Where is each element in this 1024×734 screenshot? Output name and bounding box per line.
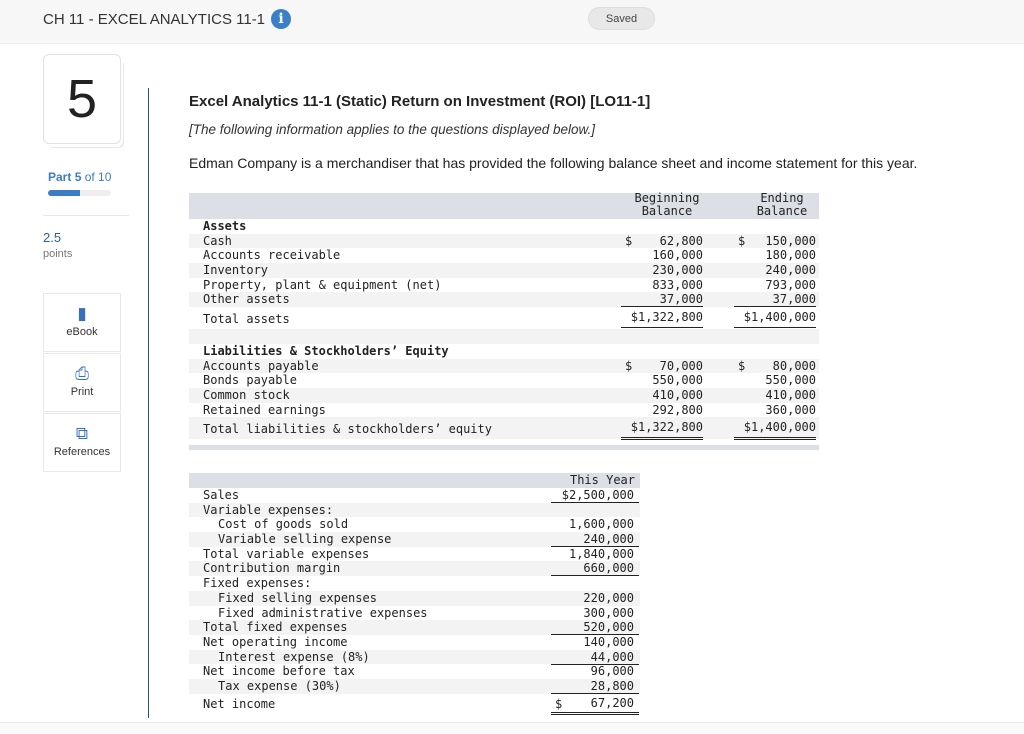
table-row	[189, 307, 819, 329]
beginning-balance-value: $1,322,800	[621, 417, 703, 440]
table-row	[189, 329, 819, 344]
this-year-value: $2,500,000	[551, 488, 639, 503]
row-label: Accounts receivable	[203, 248, 341, 263]
row-label: Fixed selling expenses	[218, 590, 377, 605]
table-row	[189, 517, 640, 532]
beginning-balance-value: 230,000	[652, 263, 703, 278]
table-row	[189, 591, 640, 606]
col-beginning-balance: Beginning Balance	[634, 191, 700, 218]
table-row	[189, 606, 640, 621]
table-row	[189, 547, 640, 562]
balance-sheet-table	[189, 193, 819, 450]
beginning-balance-value: 550,000	[652, 373, 703, 388]
ending-balance-value: 180,000	[765, 248, 816, 263]
row-label: Sales	[203, 488, 240, 502]
table-footer-bar	[189, 445, 819, 450]
saved-status-badge: Saved	[588, 7, 655, 30]
row-label: Fixed administrative expenses	[218, 605, 428, 620]
currency-symbol: $	[738, 358, 746, 373]
income-statement-table	[189, 473, 640, 714]
row-label: Bonds payable	[203, 373, 297, 388]
divider	[43, 215, 129, 216]
table-row	[189, 403, 819, 418]
this-year-value: 67,200	[551, 694, 639, 715]
beginning-balance-value: 62,800	[659, 233, 703, 248]
col-this-year: This Year	[569, 473, 635, 487]
table-row	[189, 373, 819, 388]
row-label: Net operating income	[203, 634, 348, 649]
row-label: Interest expense (8%)	[218, 649, 370, 664]
this-year-value: 1,840,000	[551, 547, 639, 562]
beginning-balance-value: $1,322,800	[621, 307, 703, 330]
table-row	[189, 503, 640, 518]
table-row	[189, 219, 819, 234]
row-label: Variable expenses:	[203, 502, 334, 517]
this-year-value: 44,000	[551, 650, 639, 665]
row-label: Net income	[203, 696, 276, 711]
question-intro: Edman Company is a merchandiser that has provided the following balance sheet and income statement for this year.	[189, 155, 918, 171]
copy-icon: ⧉	[75, 424, 89, 443]
ending-balance-value: 80,000	[772, 358, 816, 373]
table-row	[189, 679, 640, 694]
table-row	[189, 417, 819, 439]
part-indicator: Part 5 of 10	[48, 170, 112, 184]
ebook-button[interactable]: ▮ eBook	[43, 293, 121, 352]
part-progress-bar	[48, 190, 111, 196]
table-row	[189, 359, 819, 374]
table-row	[189, 532, 640, 547]
row-label: Total variable expenses	[203, 546, 370, 561]
row-label: Inventory	[203, 263, 269, 278]
bottom-bar	[0, 722, 1024, 734]
table-row	[189, 576, 640, 591]
this-year-value: 660,000	[551, 561, 639, 576]
table-row	[189, 664, 640, 679]
row-label: Retained earnings	[203, 402, 326, 417]
print-button[interactable]: ⎙ Print	[43, 353, 121, 412]
table-row	[189, 263, 819, 278]
row-label: Assets	[203, 219, 247, 233]
row-label: Variable selling expense	[218, 532, 392, 547]
col-ending-balance: Ending Balance	[756, 191, 808, 218]
this-year-value: 1,600,000	[568, 517, 634, 532]
table-row	[189, 694, 640, 714]
top-bar	[0, 0, 1024, 44]
row-label: Property, plant & equipment (net)	[203, 277, 442, 292]
beginning-balance-value: 37,000	[621, 292, 703, 307]
row-label: Total liabilities & stockholders’ equity	[203, 422, 492, 437]
beginning-balance-value: 292,800	[621, 403, 703, 418]
table-row	[189, 344, 819, 359]
row-label: Total fixed expenses	[203, 620, 348, 635]
this-year-value: 240,000	[551, 532, 639, 547]
table-row	[189, 248, 819, 263]
currency-symbol: $	[555, 696, 563, 711]
row-label: Tax expense (30%)	[218, 678, 341, 693]
row-label: Fixed expenses:	[203, 576, 312, 591]
row-label: Cash	[203, 233, 232, 248]
this-year-value: 140,000	[583, 634, 634, 649]
row-label: Net income before tax	[203, 664, 355, 679]
currency-symbol: $	[738, 233, 746, 248]
row-label: Other assets	[203, 292, 290, 307]
currency-symbol: $	[625, 358, 633, 373]
beginning-balance-value: 833,000	[652, 277, 703, 292]
this-year-value: 520,000	[551, 620, 639, 635]
printer-icon: ⎙	[75, 364, 89, 383]
this-year-value: 220,000	[583, 590, 634, 605]
this-year-value: 96,000	[590, 664, 634, 679]
assignment-title: CH 11 - EXCEL ANALYTICS 11-1 i	[43, 9, 291, 29]
points-value: 2.5	[43, 230, 62, 245]
ending-balance-value: $1,400,000	[734, 417, 816, 440]
table-row	[189, 388, 819, 403]
this-year-value: 28,800	[551, 679, 639, 694]
references-button[interactable]: ⧉ References	[43, 413, 121, 472]
table-row	[189, 292, 819, 307]
ending-balance-value: 793,000	[765, 277, 816, 292]
question-number-card: 5	[43, 54, 121, 144]
table-row	[189, 234, 819, 249]
income-statement-header	[189, 473, 640, 488]
table-row	[189, 620, 640, 635]
beginning-balance-value: 70,000	[659, 358, 703, 373]
table-row	[189, 635, 640, 650]
ending-balance-value: 150,000	[765, 233, 816, 248]
beginning-balance-value: 410,000	[652, 387, 703, 402]
table-row	[189, 278, 819, 293]
row-label: Common stock	[203, 387, 290, 402]
currency-symbol: $	[625, 233, 633, 248]
beginning-balance-value: 160,000	[652, 248, 703, 263]
ending-balance-value: 410,000	[765, 387, 816, 402]
ending-balance-value: $1,400,000	[734, 307, 816, 330]
question-subheading: [The following information applies to the questions displayed below.]	[189, 122, 595, 137]
table-row	[189, 488, 640, 503]
points-label: points	[43, 248, 73, 260]
this-year-value: 300,000	[551, 606, 639, 621]
balance-sheet-header	[189, 193, 819, 219]
book-icon: ▮	[77, 304, 87, 323]
ending-balance-value: 37,000	[734, 292, 816, 307]
row-label: Accounts payable	[203, 358, 319, 373]
row-label: Liabilities & Stockholders’ Equity	[203, 343, 449, 358]
info-icon[interactable]: i	[271, 9, 291, 29]
row-label: Total assets	[203, 312, 290, 327]
ending-balance-value: 240,000	[765, 263, 816, 278]
table-row	[189, 650, 640, 665]
row-label: Cost of goods sold	[218, 517, 349, 532]
table-row	[189, 561, 640, 576]
ending-balance-value: 360,000	[734, 403, 816, 418]
question-heading: Excel Analytics 11-1 (Static) Return on Investment (ROI) [LO11-1]	[189, 93, 651, 110]
ending-balance-value: 550,000	[765, 373, 816, 388]
content-divider	[148, 88, 149, 718]
row-label: Contribution margin	[203, 561, 341, 576]
